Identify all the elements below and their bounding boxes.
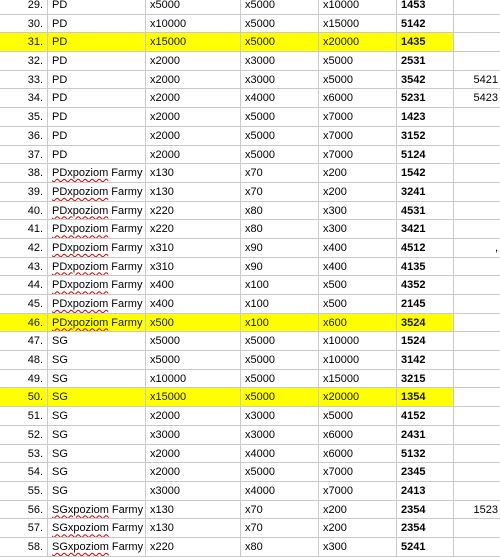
name-cell[interactable] [47,351,145,369]
table-row [0,519,500,538]
value-b-cell[interactable]: x100 [240,276,318,294]
name-cell[interactable] [47,388,145,406]
total-cell[interactable]: 2145 [396,295,453,313]
extra-cell[interactable] [453,127,500,145]
table-row [0,108,500,127]
name-suffix-text: Farmy [108,204,143,217]
row-number-cell[interactable]: 55. [27,484,43,497]
name-suffix-text: Farmy [108,540,144,553]
value-a-cell[interactable]: x310 [145,239,240,257]
total-cell[interactable]: 2354 [396,519,453,537]
value-c-cell[interactable]: x600 [318,314,396,332]
value-c-cell[interactable]: x500 [318,295,396,313]
name-text: PDxpoziom [52,260,109,273]
table-row [0,127,500,146]
extra-cell[interactable] [453,538,500,556]
value-b-cell[interactable]: x5000 [240,33,318,51]
total-cell[interactable]: 1542 [396,164,453,182]
value-b-cell[interactable]: x5000 [240,146,318,164]
name-text: PD [52,111,68,124]
extra-cell[interactable] [453,108,500,126]
value-a-cell[interactable]: x15000 [145,33,240,51]
value-c-cell[interactable]: x400 [318,258,396,276]
value-b-cell[interactable]: x4000 [240,445,318,463]
table-row [0,538,500,557]
name-cell[interactable] [47,127,145,145]
value-b-cell[interactable]: x70 [240,164,318,182]
total-cell[interactable]: 5124 [396,146,453,164]
total-cell[interactable]: 2431 [396,426,453,444]
extra-cell[interactable] [453,52,500,70]
table-row [0,183,500,202]
extra-cell[interactable] [453,482,500,500]
total-cell[interactable]: 4531 [396,202,453,220]
value-c-cell[interactable]: x6000 [318,426,396,444]
value-c-cell[interactable]: x7000 [318,463,396,481]
value-c-cell[interactable]: x7000 [318,127,396,145]
value-a-cell[interactable]: x220 [145,220,240,238]
total-cell[interactable]: 3421 [396,220,453,238]
value-b-cell[interactable]: x3000 [240,52,318,70]
value-c-cell[interactable]: x10000 [318,0,396,14]
name-suffix-text: Farmy [108,167,143,180]
extra-cell[interactable] [453,164,500,182]
total-cell[interactable]: 1524 [396,332,453,350]
name-text: PDxpoziom [52,204,109,217]
row-number-cell[interactable]: 57. [27,522,43,535]
value-b-cell[interactable]: x5000 [240,15,318,33]
row-number-cell[interactable]: 44. [27,279,43,292]
name-cell[interactable] [47,108,145,126]
total-cell[interactable]: 5231 [396,89,453,107]
row-number-cell[interactable]: 45. [27,298,43,310]
table-row [0,15,500,34]
value-a-cell[interactable]: x3000 [145,482,240,500]
table-row [0,239,500,258]
table-row [0,501,500,520]
total-cell[interactable]: 4352 [396,276,453,294]
row-number-cell[interactable]: 33. [27,73,43,86]
name-cell[interactable] [47,295,145,313]
name-text: SG [52,447,68,460]
value-b-cell[interactable]: x100 [240,314,318,332]
name-text: PD [52,92,68,105]
total-cell[interactable]: 1354 [396,388,453,406]
name-cell[interactable] [47,314,145,332]
value-b-cell[interactable]: x5000 [240,332,318,350]
total-cell[interactable]: 5132 [396,445,453,463]
row-number-cell[interactable]: 38. [27,167,43,180]
value-a-cell[interactable]: x10000 [145,370,240,388]
value-b-cell[interactable]: x70 [240,519,318,537]
value-b-cell[interactable]: x90 [240,239,318,257]
name-cell[interactable] [47,463,145,481]
extra-cell[interactable] [453,202,500,220]
name-cell[interactable] [47,258,145,276]
extra-cell[interactable]: , [453,239,500,257]
extra-cell[interactable]: 5423 [453,89,500,107]
total-cell[interactable]: 1453 [396,0,453,14]
row-number-cell[interactable]: 32. [27,55,43,68]
row-number-cell[interactable]: 48. [27,354,43,367]
row-number-cell[interactable]: 49. [27,372,43,385]
total-cell[interactable]: 5142 [396,15,453,33]
table-row [0,276,500,295]
extra-cell[interactable] [453,295,500,313]
name-text: PDxpoziom [52,241,109,254]
value-b-cell[interactable]: x5000 [240,370,318,388]
value-b-cell[interactable]: x4000 [240,482,318,500]
name-cell[interactable] [47,370,145,388]
value-a-cell[interactable]: x5000 [145,0,240,14]
table-row [0,220,500,239]
name-suffix-text: Farmy [108,503,144,516]
name-cell[interactable] [47,276,145,294]
value-a-cell[interactable]: x2000 [145,463,240,481]
name-text: PDxpoziom [52,223,109,236]
value-c-cell[interactable]: x10000 [318,332,396,350]
value-b-cell[interactable]: x5000 [240,463,318,481]
table-row [0,370,500,389]
value-c-cell[interactable]: x5000 [318,71,396,89]
value-c-cell[interactable]: x200 [318,183,396,201]
value-b-cell[interactable]: x5000 [240,0,318,14]
value-c-cell[interactable]: x300 [318,220,396,238]
total-cell[interactable]: 2531 [396,52,453,70]
name-text: SG [52,428,68,441]
value-a-cell[interactable]: x130 [145,501,240,519]
extra-cell[interactable] [453,314,500,332]
extra-cell[interactable] [453,519,500,537]
row-number-cell[interactable]: 46. [27,316,43,329]
value-c-cell[interactable]: x300 [318,538,396,556]
total-cell[interactable]: 2413 [396,482,453,500]
value-c-cell[interactable]: x6000 [318,89,396,107]
table-row-highlighted [0,388,500,407]
extra-cell[interactable]: 1523 [453,501,500,519]
value-a-cell[interactable]: x5000 [145,351,240,369]
row-number-cell[interactable]: 31. [27,36,43,49]
value-b-cell[interactable]: x80 [240,220,318,238]
total-cell[interactable]: 1435 [396,33,453,51]
value-a-cell[interactable]: x2000 [145,71,240,89]
total-cell[interactable]: 3142 [396,351,453,369]
value-a-cell[interactable]: x500 [145,314,240,332]
value-a-cell[interactable]: x3000 [145,426,240,444]
value-c-cell[interactable]: x7000 [318,482,396,500]
extra-cell[interactable]: 5421 [453,71,500,89]
extra-cell[interactable] [453,183,500,201]
value-b-cell[interactable]: x70 [240,501,318,519]
value-c-cell[interactable]: x400 [318,239,396,257]
name-cell[interactable] [47,332,145,350]
table-row [0,0,500,15]
table-row [0,407,500,426]
value-c-cell[interactable]: x300 [318,202,396,220]
extra-cell[interactable] [453,220,500,238]
name-suffix-text: Farmy [108,223,143,236]
name-text: SG [52,372,68,385]
row-number-cell[interactable]: 42. [27,241,43,254]
name-cell[interactable] [47,146,145,164]
name-cell[interactable] [47,89,145,107]
name-text: PD [52,17,68,30]
total-cell[interactable]: 4512 [396,239,453,257]
total-cell[interactable]: 2345 [396,463,453,481]
name-text: PD [52,55,68,68]
name-suffix-text: Farmy [108,279,143,292]
value-b-cell[interactable]: x3000 [240,71,318,89]
extra-cell[interactable] [453,0,500,14]
value-b-cell[interactable]: x80 [240,202,318,220]
value-b-cell[interactable]: x5000 [240,127,318,145]
value-a-cell[interactable]: x130 [145,164,240,182]
table-row [0,146,500,165]
value-a-cell[interactable]: x400 [145,276,240,294]
extra-cell[interactable] [453,15,500,33]
value-a-cell[interactable]: x2000 [145,89,240,107]
extra-cell[interactable] [453,33,500,51]
name-suffix-text: Farmy [108,260,143,273]
extra-cell[interactable] [453,258,500,276]
name-text: SGxpoziom [52,503,109,516]
row-number-cell[interactable]: 30. [27,17,43,30]
value-c-cell[interactable]: x10000 [318,351,396,369]
name-text: SG [52,466,68,479]
name-text: SG [52,335,68,348]
value-b-cell[interactable]: x3000 [240,426,318,444]
name-text: PD [52,73,68,86]
name-suffix-text: Farmy [108,522,144,535]
table-row [0,258,500,277]
value-b-cell[interactable]: x3000 [240,407,318,425]
extra-cell[interactable] [453,351,500,369]
name-cell[interactable] [47,482,145,500]
row-number-cell[interactable]: 50. [27,391,43,404]
name-cell[interactable] [47,164,145,182]
extra-cell[interactable] [453,463,500,481]
table-row [0,202,500,221]
value-a-cell[interactable]: x220 [145,202,240,220]
total-cell[interactable]: 3152 [396,127,453,145]
value-c-cell[interactable]: x20000 [318,33,396,51]
value-c-cell[interactable]: x200 [318,519,396,537]
row-number-cell[interactable]: 40. [27,204,43,217]
row-number-cell[interactable]: 56. [27,503,43,516]
total-cell[interactable]: 4152 [396,407,453,425]
extra-cell[interactable] [453,388,500,406]
value-a-cell[interactable]: x130 [145,183,240,201]
table-row [0,482,500,501]
name-cell[interactable] [47,239,145,257]
row-number-cell[interactable]: 41. [27,223,43,236]
name-cell[interactable] [47,407,145,425]
value-a-cell[interactable]: x2000 [145,407,240,425]
value-c-cell[interactable]: x5000 [318,407,396,425]
value-b-cell[interactable]: x100 [240,295,318,313]
name-suffix-text: Farmy [108,241,143,254]
total-cell[interactable]: 3241 [396,183,453,201]
value-a-cell[interactable]: x2000 [145,52,240,70]
name-text: PD [52,129,68,142]
row-number-cell[interactable]: 54. [27,466,43,479]
table-row [0,445,500,464]
name-cell[interactable] [47,501,145,519]
value-c-cell[interactable]: x7000 [318,146,396,164]
value-c-cell[interactable]: x15000 [318,370,396,388]
name-text: PDxpoziom [52,185,109,198]
row-number-cell[interactable]: 58. [27,540,43,553]
value-b-cell[interactable]: x5000 [240,351,318,369]
table-row [0,295,500,314]
table-row [0,351,500,370]
name-text: SG [52,484,68,497]
name-text: PDxpoziom [52,298,109,310]
total-cell[interactable]: 2354 [396,501,453,519]
value-a-cell[interactable]: x5000 [145,332,240,350]
name-text: SG [52,354,68,367]
name-cell[interactable] [47,220,145,238]
row-number-cell[interactable]: 53. [27,447,43,460]
name-text: PD [52,0,68,11]
value-a-cell[interactable]: x2000 [145,127,240,145]
value-c-cell[interactable]: x15000 [318,15,396,33]
name-text: PD [52,36,68,49]
name-text: SG [52,410,68,423]
row-number-cell[interactable]: 43. [27,260,43,273]
name-text: SG [52,391,68,404]
row-number-cell[interactable]: 29. [27,0,43,11]
name-text: PDxpoziom [52,279,109,292]
row-number-cell[interactable]: 35. [27,111,43,124]
value-c-cell[interactable]: x7000 [318,108,396,126]
row-number-cell[interactable]: 37. [27,148,43,161]
name-suffix-text: Farmy [108,298,143,310]
name-cell[interactable] [47,519,145,537]
table-row [0,332,500,351]
total-cell[interactable]: 3524 [396,314,453,332]
name-cell[interactable] [47,71,145,89]
table-row [0,52,500,71]
value-b-cell[interactable]: x80 [240,538,318,556]
table-row-highlighted [0,314,500,333]
value-b-cell[interactable]: x70 [240,183,318,201]
table-row [0,463,500,482]
value-a-cell[interactable]: x2000 [145,108,240,126]
row-number-cell[interactable]: 34. [27,92,43,105]
name-cell[interactable] [47,538,145,556]
extra-cell[interactable] [453,146,500,164]
name-cell[interactable] [47,33,145,51]
value-c-cell[interactable]: x20000 [318,388,396,406]
total-cell[interactable]: 1423 [396,108,453,126]
name-text: SGxpoziom [52,540,109,553]
value-b-cell[interactable]: x5000 [240,388,318,406]
value-a-cell[interactable]: x15000 [145,388,240,406]
value-c-cell[interactable]: x6000 [318,445,396,463]
value-a-cell[interactable]: x130 [145,519,240,537]
value-b-cell[interactable]: x90 [240,258,318,276]
name-cell[interactable] [47,15,145,33]
extra-cell[interactable] [453,407,500,425]
total-cell[interactable]: 5241 [396,538,453,556]
name-text: PDxpoziom [52,316,109,329]
name-cell[interactable] [47,426,145,444]
extra-cell[interactable] [453,370,500,388]
value-a-cell[interactable]: x220 [145,538,240,556]
name-text: PDxpoziom [52,167,109,180]
table-row [0,426,500,445]
name-cell[interactable] [47,52,145,70]
row-number-cell[interactable]: 39. [27,185,43,198]
extra-cell[interactable] [453,445,500,463]
row-number-cell[interactable]: 52. [27,428,43,441]
name-cell[interactable] [47,183,145,201]
value-a-cell[interactable]: x2000 [145,445,240,463]
name-cell[interactable] [47,445,145,463]
table-row [0,71,500,90]
value-a-cell[interactable]: x10000 [145,15,240,33]
value-b-cell[interactable]: x5000 [240,108,318,126]
name-text: PD [52,148,68,161]
total-cell[interactable]: 3542 [396,71,453,89]
total-cell[interactable]: 4135 [396,258,453,276]
name-suffix-text: Farmy [108,316,143,329]
value-c-cell[interactable]: x500 [318,276,396,294]
name-text: SGxpoziom [52,522,109,535]
total-cell[interactable]: 3215 [396,370,453,388]
name-cell[interactable] [47,0,145,14]
row-number-cell[interactable]: 36. [27,129,43,142]
value-a-cell[interactable]: x310 [145,258,240,276]
extra-cell[interactable] [453,426,500,444]
value-c-cell[interactable]: x200 [318,164,396,182]
name-cell[interactable] [47,202,145,220]
value-b-cell[interactable]: x4000 [240,89,318,107]
table-row-highlighted [0,33,500,52]
row-number-cell[interactable]: 51. [27,410,43,423]
extra-cell[interactable] [453,276,500,294]
extra-cell[interactable] [453,332,500,350]
value-c-cell[interactable]: x200 [318,501,396,519]
row-number-cell[interactable]: 47. [27,335,43,348]
value-c-cell[interactable]: x5000 [318,52,396,70]
table-row [0,164,500,183]
value-a-cell[interactable]: x2000 [145,146,240,164]
name-suffix-text: Farmy [108,185,143,198]
table-row [0,89,500,108]
value-a-cell[interactable]: x400 [145,295,240,313]
